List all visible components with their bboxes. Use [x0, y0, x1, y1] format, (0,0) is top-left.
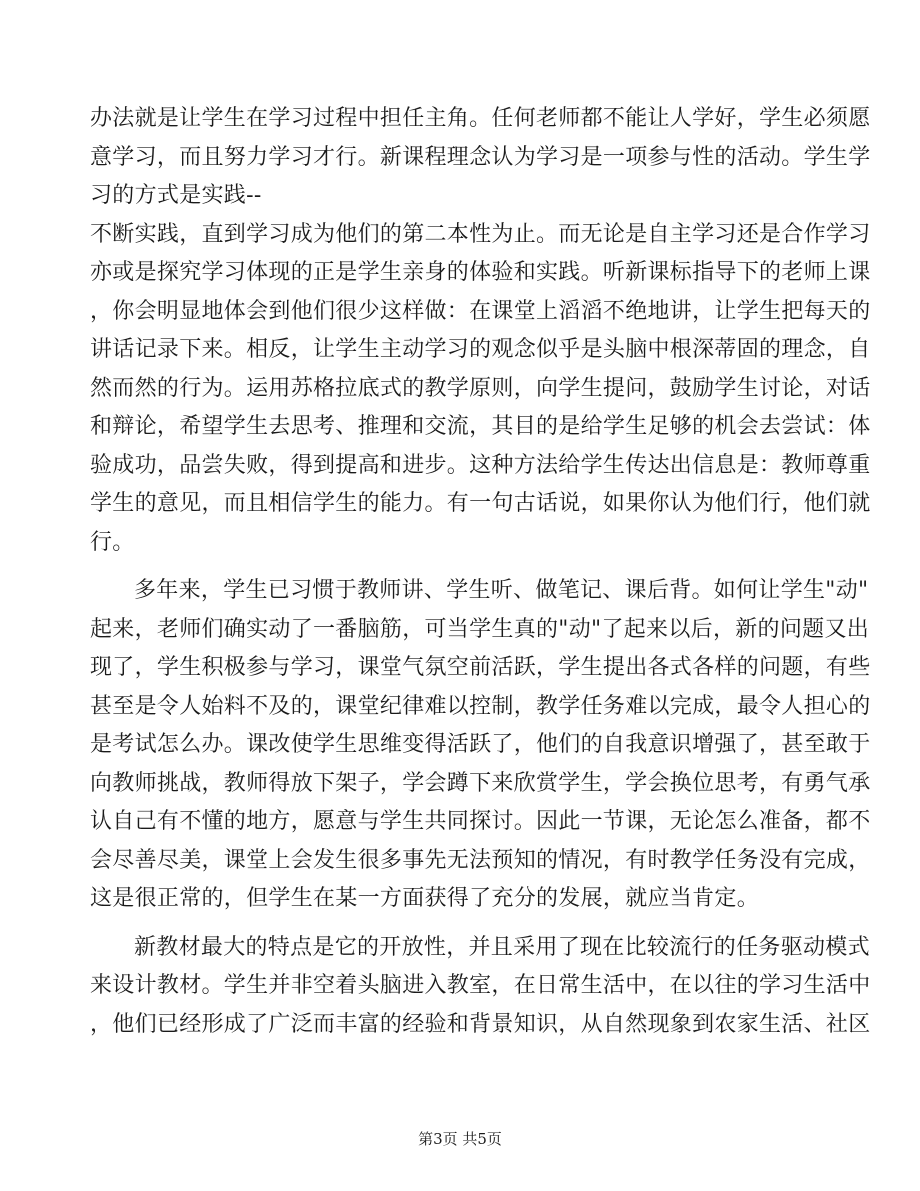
text-line: 意学习，而且努力学习才行。新课程理念认为学习是一项参与性的活动。学生学 — [90, 144, 871, 170]
text-line: 认自己有不懂的地方，愿意与学生共同探讨。因此一节课，无论怎么准备，都不 — [90, 809, 871, 834]
text-line: 学生的意见，而且相信学生的能力。有一句古话说，如果你认为他们行，他们就 — [90, 491, 871, 516]
paragraph-start-line: 多年来，学生已习惯于教师讲、学生听、做笔记、课后背。如何让学生"动" — [134, 578, 869, 603]
text-line: 来设计教材。学生并非空着头脑进入教室，在日常生活中，在以往的学习生活中 — [90, 973, 871, 998]
text-line: 然而然的行为。运用苏格拉底式的教学原则，向学生提问，鼓励学生讨论，对话 — [90, 375, 871, 401]
text-line: 不断实践，直到学习成为他们的第二本性为止。而无论是自主学习还是合作学习 — [90, 221, 871, 247]
text-line: 和辩论，希望学生去思考、推理和交流，其目的是给学生足够的机会去尝试：体 — [90, 414, 871, 439]
text-line: 亦或是探究学习体现的正是学生亲身的体验和实践。听新课标指导下的老师上课 — [90, 260, 871, 285]
text-line: 是考试怎么办。课改使学生思维变得活跃了，他们的自我意识增强了，甚至敢于 — [90, 732, 871, 757]
text-line: 验成功，品尝失败，得到提高和进步。这种方法给学生传达出信息是：教师尊重 — [90, 452, 871, 478]
text-line: 会尽善尽美，课堂上会发生很多事先无法预知的情况，有时教学任务没有完成， — [90, 847, 871, 873]
text-line: ，他们已经形成了广泛而丰富的经验和背景知识，从自然现象到农家生活、社区 — [90, 1011, 871, 1037]
text-line: 甚至是令人始料不及的，课堂纪律难以控制，教学任务难以完成，最令人担心的 — [90, 693, 871, 719]
paragraph-start-line: 新教材最大的特点是它的开放性，并且采用了现在比较流行的任务驱动模式 — [134, 934, 870, 960]
text-line: 习的方式是实践-- — [90, 183, 262, 208]
text-line: ，你会明显地体会到他们很少这样做：在课堂上滔滔不绝地讲，让学生把每天的 — [90, 298, 871, 324]
page-number-footer: 第3页 共5页 — [418, 1130, 502, 1148]
text-line: 行。 — [90, 529, 135, 555]
text-line: 向教师挑战，教师得放下架子，学会蹲下来欣赏学生，学会换位思考，有勇气承 — [90, 770, 871, 796]
text-line: 办法就是让学生在学习过程中担任主角。任何老师都不能让人学好，学生必须愿 — [90, 106, 871, 131]
text-line: 现了，学生积极参与学习，课堂气氛空前活跃，学生提出各式各样的问题，有些 — [90, 655, 871, 680]
text-line: 这是很正常的，但学生在某一方面获得了充分的发展，就应当肯定。 — [90, 886, 760, 911]
body-text — [90, 100, 871, 1044]
text-line: 讲话记录下来。相反，让学生主动学习的观念似乎是头脑中根深蒂固的理念，自 — [90, 337, 871, 362]
text-line: 起来，老师们确实动了一番脑筋，可当学生真的"动"了起来以后，新的问题又出 — [90, 616, 870, 642]
